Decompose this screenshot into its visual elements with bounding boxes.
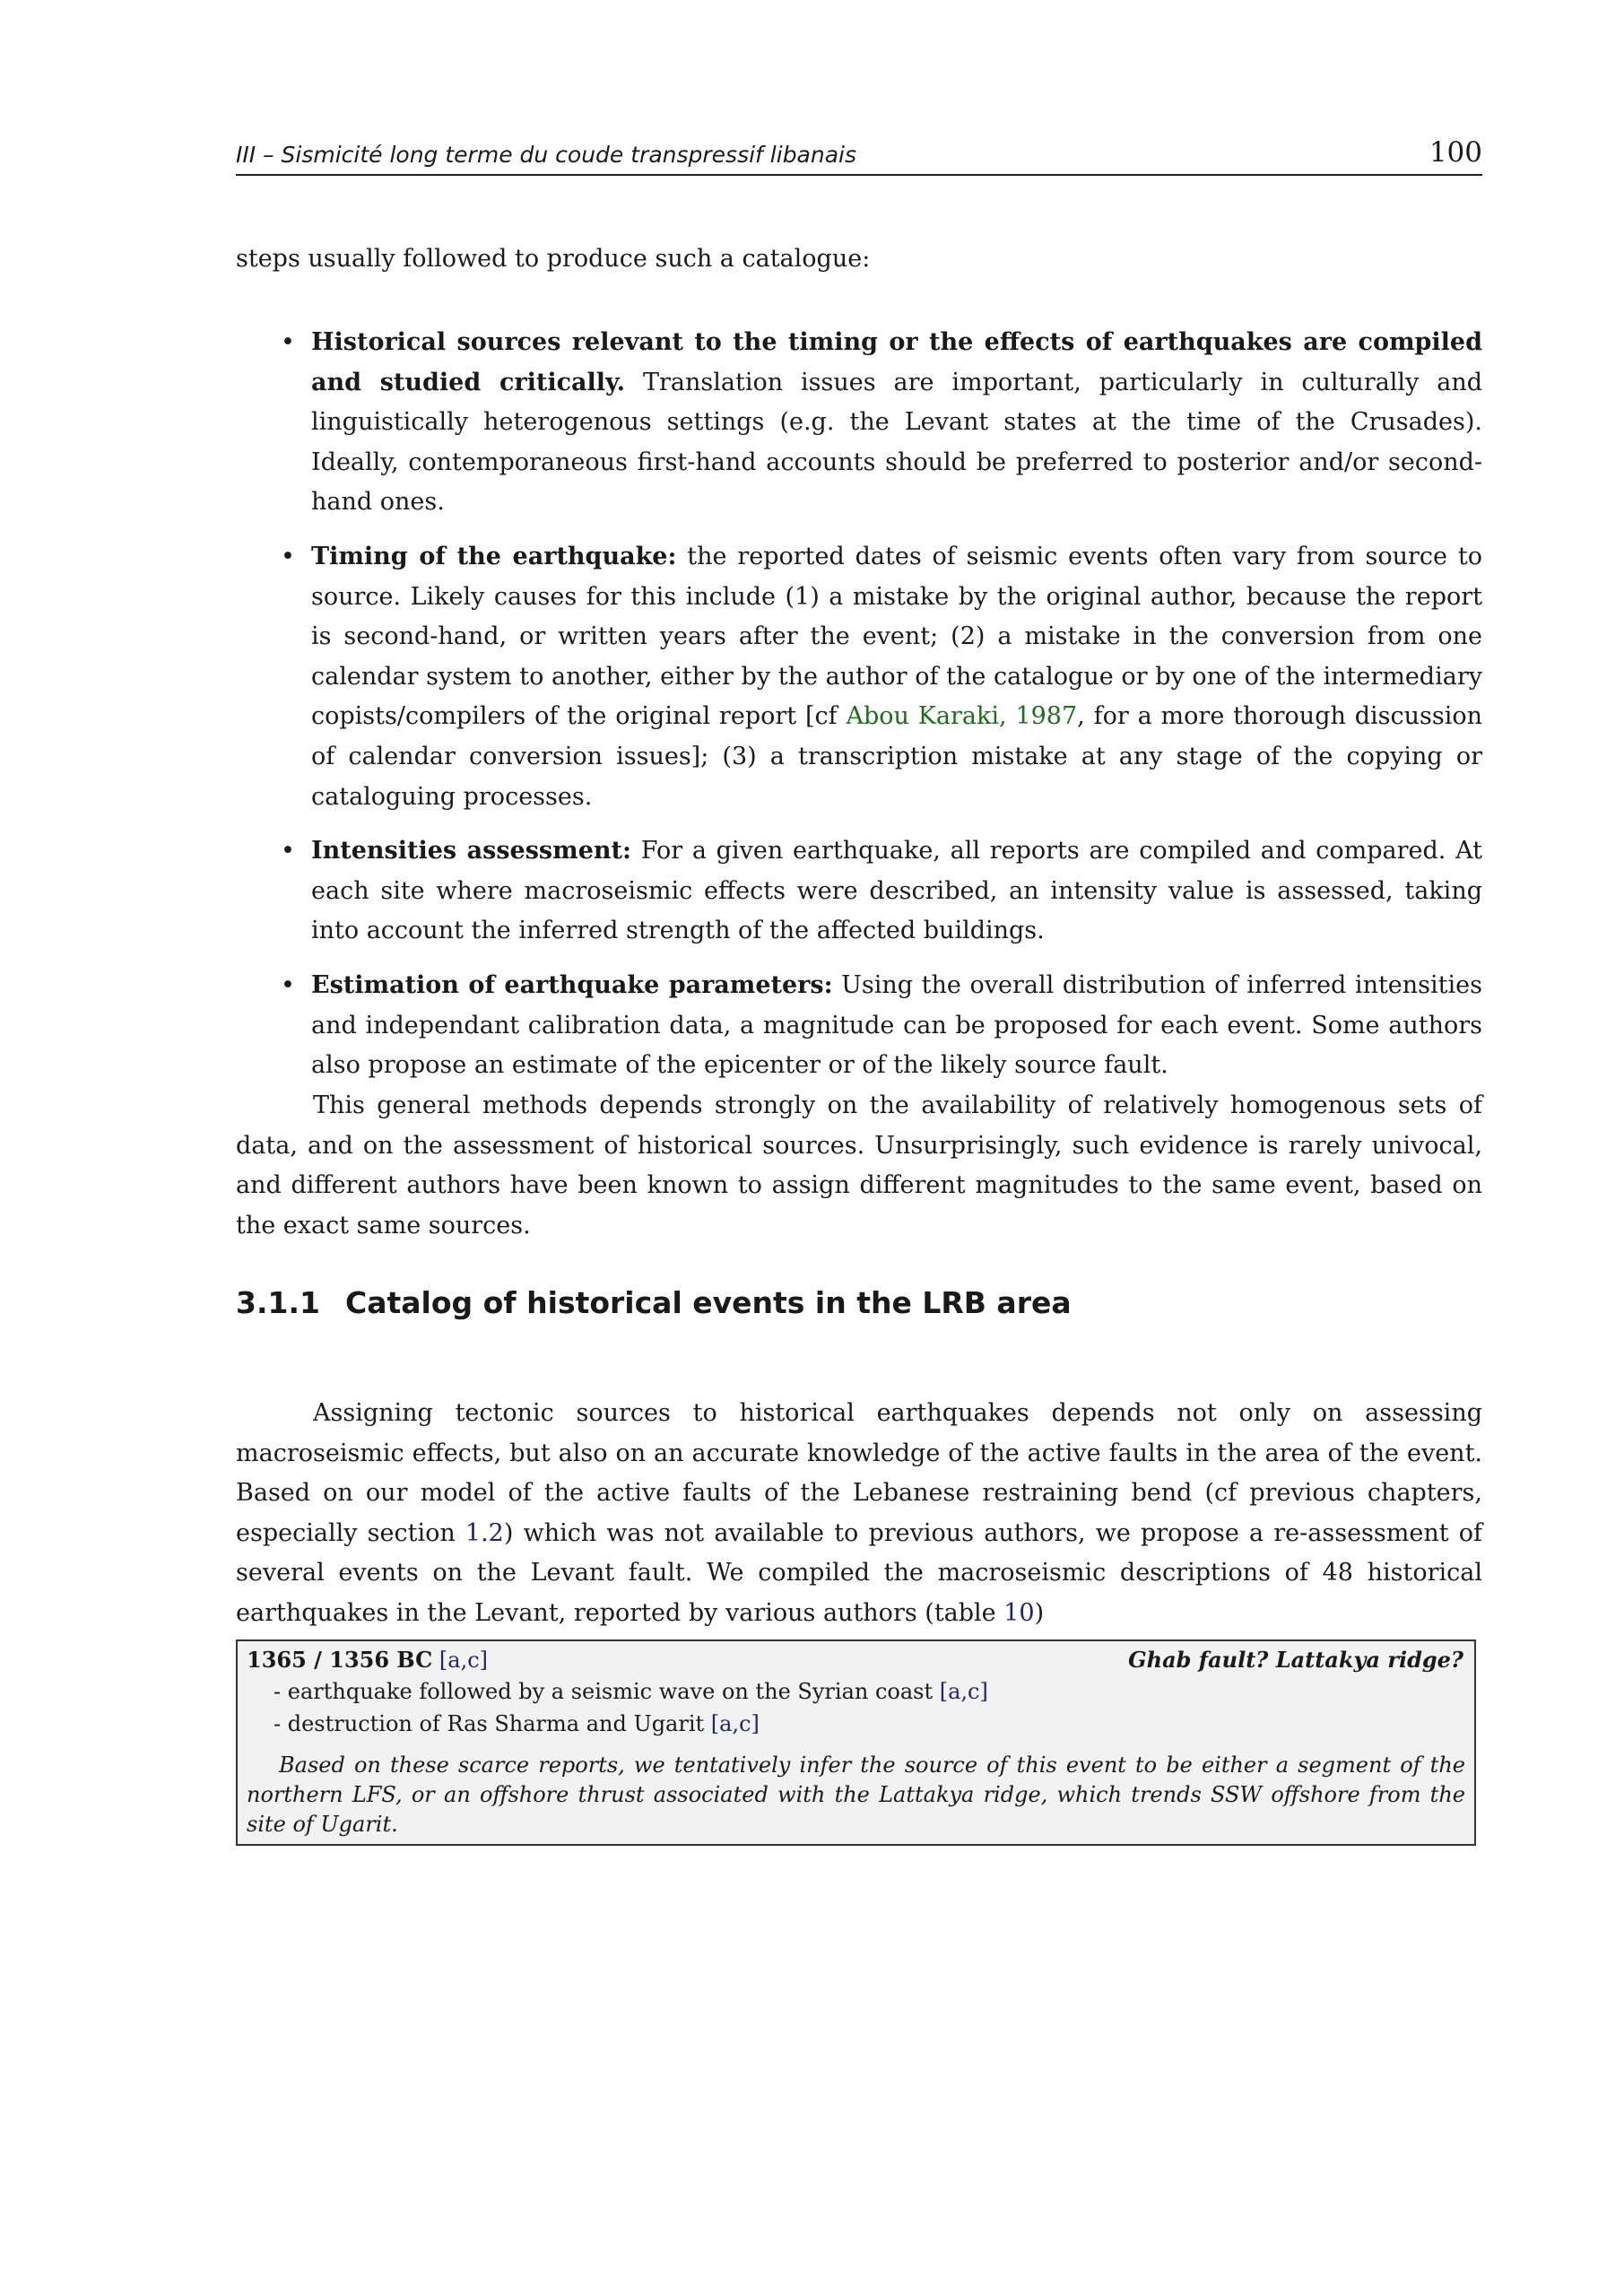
bullet-text: For a given earthquake, all reports are compiled and compared. At each site where macroseismic effects were described, an intensity value is assessed, taking into account the inferred strength of the affected buildings. [311,837,1482,945]
paragraph: This general methods depends strongly on the availability of relatively homogenous sets of data, and on the assessment of historical sources. Unsurprisingly, such evidence is rarely univocal, and different authors have been known to assign different magnitudes to the same event, based on the exact same sources. [236,1091,1482,1239]
section-title: Catalog of historical events in the LRB area [345,1285,1072,1320]
running-header [236,133,1482,176]
event-item-text: - earthquake followed by a seismic wave on the Syrian coast [274,1679,940,1704]
bullet-marker: • [281,970,295,999]
paragraph-text: Assigning tectonic sources to historical earthquakes depends not only on assessing macroseismic effects, but also on an accurate knowledge of the active faults in the area of the event. Based on our model of the active faults of the Lebanese restraining bend (cf previous chapters, especially section [236,1399,1482,1547]
event-item-text: - destruction of Ras Sharma and Ugarit [274,1711,711,1736]
bullet-text: Translation issues are important, particularly in culturally and linguistically heterogenous settings (e.g. the Levant states at the time of the Crusades). Ideally, contemporaneous first-hand accounts should be preferred to posterior and/or second-hand ones. [311,368,1483,517]
chapter-title: III – Sismicité long terme du coude transpressif libanais [236,142,857,168]
event-date: 1365 / 1356 BC [247,1647,433,1673]
bullet-lead: Estimation of earthquake parameters: [311,970,833,999]
event-item-refs[interactable]: [a,c] [939,1679,988,1704]
section-ref-link[interactable]: 1.2 [465,1518,504,1547]
bullet-lead: Intensities assessment: [311,837,631,865]
section-heading [236,1285,1482,1320]
list-item [236,966,1482,1086]
bullet-marker: • [281,328,295,356]
citation-link[interactable]: Abou Karaki, 1987 [846,702,1078,731]
event-date-refs[interactable]: [a,c] [439,1648,489,1673]
list-item [236,831,1482,952]
page-number: 100 [1429,136,1482,169]
bullet-list [236,323,1482,1100]
event-item [274,1711,760,1736]
paragraph-text: ) which was not available to previous authors, we propose a re-assessment of several events on the Levant fault. We compiled the macroseismic descriptions of 48 historical earthquakes in the Levant, reported by various authors (table [236,1518,1483,1627]
paragraph-text: ) [1034,1598,1045,1627]
event-box [236,1639,1476,1846]
event-date-row [247,1647,488,1673]
bullet-marker: • [281,542,295,570]
event-source-fault: Ghab fault? Lattakya ridge? [1128,1647,1463,1673]
paragraph [236,1394,1482,1634]
list-item [236,323,1482,523]
bullet-lead: Historical sources relevant to the timing or the effects of earthquakes are compiled and studied critically. [311,328,1482,396]
bullet-marker: • [281,837,295,865]
list-item [236,537,1482,817]
bullet-text: the reported dates of seismic events often vary from source to source. Likely causes for this include (1) a mistake by the original author, because the report is second-hand, or written years after the event; (2) a mistake in the conversion from one calendar system to another, either by the author of the catalogue or by one of the intermediary copists/compilers of the original report [cf [311,542,1482,731]
bullet-lead: Timing of the earthquake: [311,542,677,570]
section-number: 3.1.1 [236,1285,320,1320]
event-item [274,1679,988,1704]
table-ref-link[interactable]: 10 [1003,1598,1035,1627]
bullet-text: , for a more thorough discussion of calendar conversion issues]; (3) a transcription mistake at any stage of the copying or cataloguing processes. [311,702,1482,811]
intro-sentence: steps usually followed to produce such a catalogue: [236,245,871,273]
event-interpretation: Based on these scarce reports, we tentatively infer the source of this event to be either a segment of the northern LFS, or an offshore thrust associated with the Lattakya ridge, which trends SSW offshore from the site of Ugarit. [247,1752,1465,1837]
event-item-refs[interactable]: [a,c] [710,1711,760,1736]
bullet-text: Using the overall distribution of inferred intensities and independant calibration data, a magnitude can be proposed for each event. Some authors also propose an estimate of the epicenter or of the likely source fault. [311,970,1482,1080]
